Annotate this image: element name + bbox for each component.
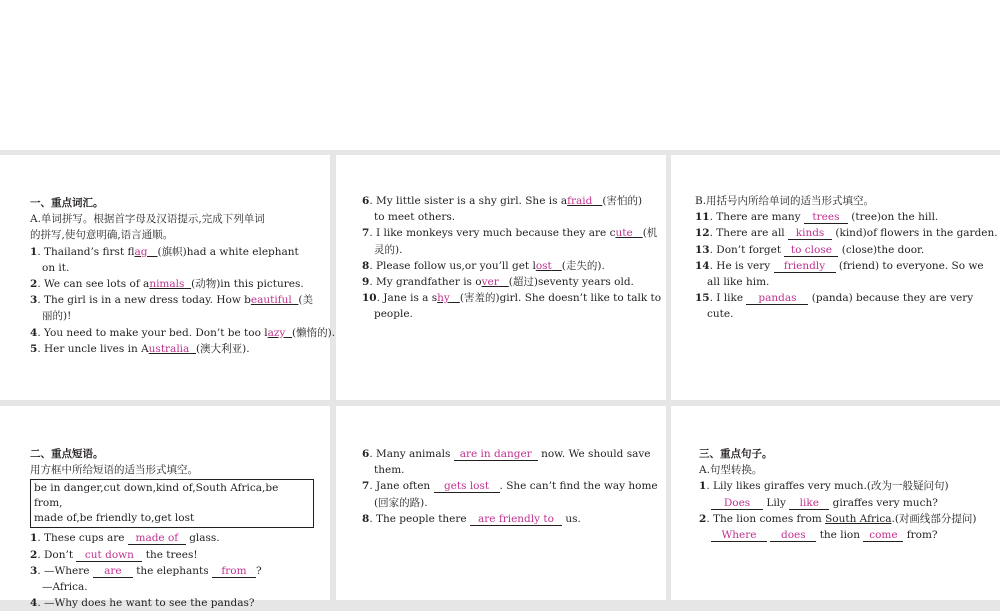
answer: lag xyxy=(134,245,148,258)
instruction: 的拼写,使句意明确,语言通顺。 xyxy=(30,229,174,242)
answer: azy xyxy=(267,326,286,339)
answer: nimals xyxy=(149,278,185,291)
answer: like xyxy=(789,497,829,510)
question-1-answer: Does Lily like giraffes very much? xyxy=(699,495,986,511)
question-4: 4. —Why does he want to see the pandas? xyxy=(30,597,255,610)
panel-key-vocabulary: 一、重点词汇。 A.单词拼写。根据首字母及汉语提示,完成下列单词 的拼写,使句意明确,语言通顺。 1. Thailand’s first flag (旗帜)had a white elephant on it. 2. We can see lots of animals (动物)in this pictures. 3. The girl is in a new dress today. How beautiful (美 丽的)! 4. You need to make your bed. Don’t be too lazy (懒惰的). 5. Her uncle lives in Australia (澳大利亚). xyxy=(0,155,330,400)
instruction: 用方框中所给短语的适当形式填空。 xyxy=(30,464,198,477)
section-heading: 一、重点词汇。 xyxy=(30,197,104,209)
question-3: 3. The girl is in a new dress today. How beautiful (美 xyxy=(30,294,313,307)
question-14: 14. He is very friendly (friend) to everyone. So we xyxy=(695,259,984,272)
question-9: 9. My grandfather is over (超过)seventy years old. xyxy=(362,276,634,289)
panel-phrases-continued: 6. Many animals are in danger now. We should save them. 7. Jane often gets lost . She can’t find the way home (回家的路). 8. The people there are friendly to us. xyxy=(336,406,666,600)
question-2: 2. We can see lots of animals (动物)in this pictures. xyxy=(30,278,304,291)
answer: are xyxy=(93,565,133,578)
answer: ost xyxy=(535,259,552,272)
answer: gets lost xyxy=(434,480,500,493)
question-2-answer: Where does the lion come from? xyxy=(699,527,986,543)
question-3: 3. —Where are the elephants from ? xyxy=(30,564,262,577)
panel-word-forms: B.用括号内所给单词的适当形式填空。 11. There are many trees (tree)on the hill. 12. There are all kinds (kind)of flowers in the garden. 13. Don’t forget to close (close)the door. 14. He is very friendly (friend) to everyone. So we all like him. 15. I like pandas (panda) because they are very cute. xyxy=(671,155,1000,400)
answer: pandas xyxy=(746,292,808,305)
question-1: 1. These cups are made of glass. xyxy=(30,532,220,545)
question-2: 2. Don’t cut down the trees! xyxy=(30,548,198,561)
answer: hy xyxy=(437,292,450,305)
answer: are in danger xyxy=(454,448,538,461)
question-12: 12. There are all kinds (kind)of flowers in the garden. xyxy=(695,227,998,240)
answer: cut down xyxy=(76,549,142,562)
question-13: 13. Don’t forget to close (close)the door. xyxy=(695,243,925,256)
answer: ute xyxy=(615,227,633,240)
question-8: 8. The people there are friendly to us. xyxy=(362,512,581,525)
answer: eautiful xyxy=(250,294,292,307)
panel-key-phrases: 二、重点短语。 用方框中所给短语的适当形式填空。 be in danger,cut down,kind of,South Africa,be from, made of,be friendly to,get lost 1. These cups are made of glass. 2. Don’t cut down the trees! 3. —Where are the elephants from ? —Africa. 4. —Why does he want to see the pandas? xyxy=(0,406,330,600)
answer: ver xyxy=(481,276,499,289)
answer: come xyxy=(863,529,903,542)
question-1: 1. Lily likes giraffes very much.(改为一般疑问句) xyxy=(699,480,949,493)
answer: friendly xyxy=(774,260,836,273)
answer: trees xyxy=(804,211,848,224)
section-heading: 三、重点句子。 xyxy=(699,448,773,460)
question-4: 4. You need to make your bed. Don’t be too lazy (懒惰的). xyxy=(30,326,336,339)
question-5: 5. Her uncle lives in Australia (澳大利亚). xyxy=(30,342,250,355)
answer: to close xyxy=(784,244,838,257)
answer: ustralia xyxy=(148,342,190,355)
question-6: 6. My little sister is a shy girl. She is afraid (害怕的) xyxy=(362,195,643,207)
subheading: A.句型转换。 xyxy=(699,464,763,477)
answer: does xyxy=(770,529,816,542)
question-8: 8. Please follow us,or you’ll get lost (走失的). xyxy=(362,259,605,272)
answer: kinds xyxy=(788,227,832,240)
answer: Where xyxy=(711,529,767,542)
question-11: 11. There are many trees (tree)on the hill. xyxy=(695,211,939,224)
question-7: 7. Jane often gets lost . She can’t find the way home xyxy=(362,480,658,493)
question-1: 1. Thailand’s first flag (旗帜)had a white elephant xyxy=(30,245,299,258)
section-heading: B.用括号内所给单词的适当形式填空。 xyxy=(695,195,875,207)
answer: made of xyxy=(128,532,186,545)
top-blank-area xyxy=(0,0,1000,150)
question-2: 2. The lion comes from South Africa.(对画线部分提问) xyxy=(699,512,977,525)
answer: from xyxy=(212,565,256,578)
answer: fraid xyxy=(567,195,593,207)
question-10: 10. Jane is a shy (害羞的)girl. She doesn’t like to talk to xyxy=(362,292,662,305)
instruction: A.单词拼写。根据首字母及汉语提示,完成下列单词 xyxy=(30,213,265,226)
question-15: 15. I like pandas (panda) because they are very xyxy=(695,292,974,305)
panel-key-sentences xyxy=(671,406,1000,600)
question-6: 6. Many animals are in danger now. We should save xyxy=(362,448,651,460)
phrase-box: be in danger,cut down,kind of,South Africa,be from, made of,be friendly to,get lost xyxy=(30,479,314,528)
section-heading: 二、重点短语。 xyxy=(30,448,104,460)
answer: Does xyxy=(711,497,763,510)
answer: are friendly to xyxy=(470,513,562,526)
panel-vocabulary-continued: 6. My little sister is a shy girl. She is afraid (害怕的) to meet others. 7. I like monkeys very much because they are cute (机 灵的). 8. Please follow us,or you’ll get lost (走失的). 9. My grandfather is over (超过)seventy years old. 10. Jane is a shy (害羞的)girl. She doesn’t like to talk to people. xyxy=(336,155,666,400)
question-7: 7. I like monkeys very much because they are cute (机 xyxy=(362,227,658,240)
